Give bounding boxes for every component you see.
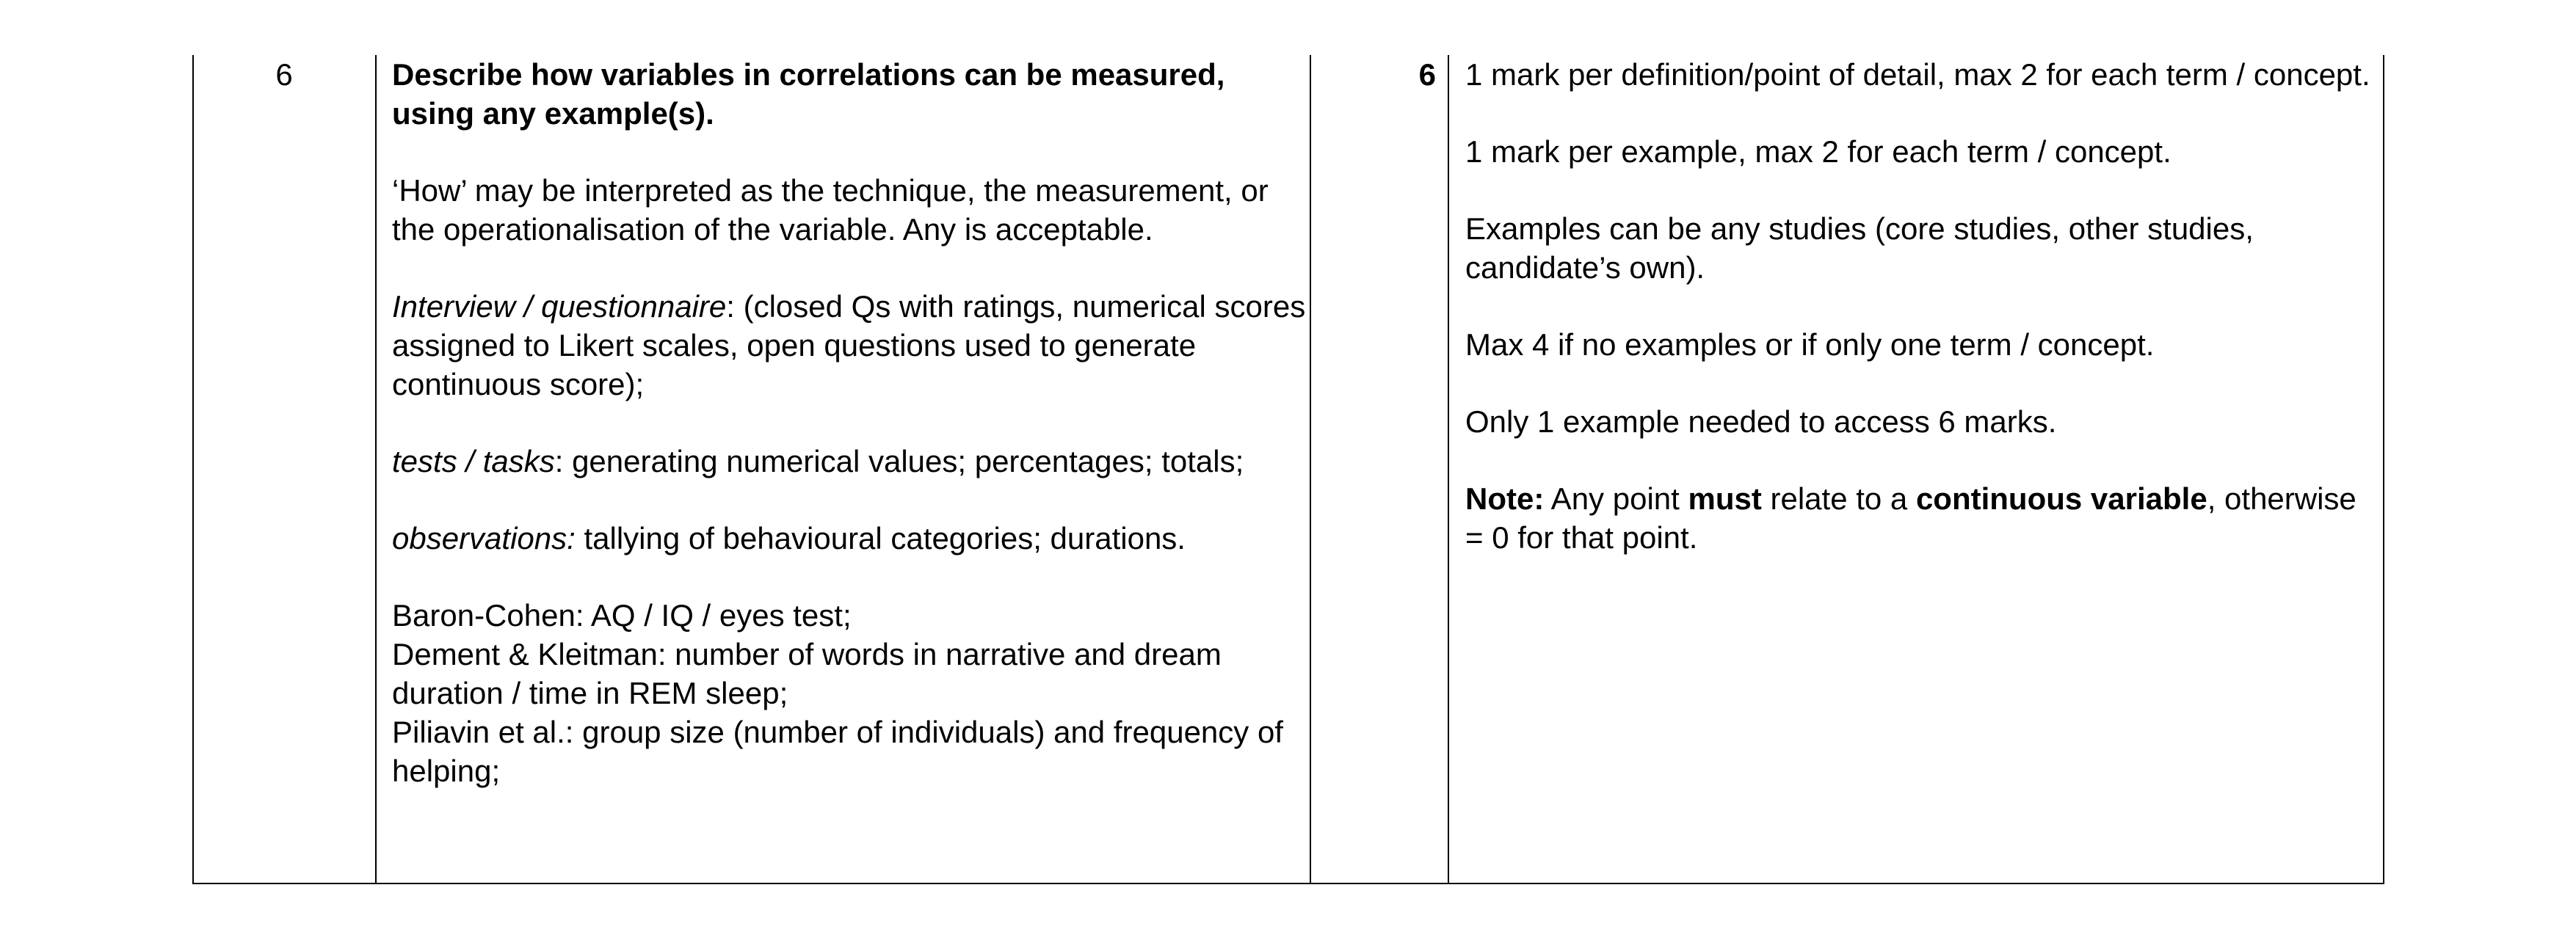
table-divider-2 <box>1310 55 1311 884</box>
guidance-item: Only 1 example needed to access 6 marks. <box>1465 404 2057 439</box>
table-divider-1 <box>375 55 377 884</box>
example-item: Dement & Kleitman: number of words in narrative and dream duration / time in REM sleep; <box>392 637 1222 710</box>
guidance-note <box>1465 479 2376 557</box>
table-divider-3 <box>1448 55 1449 884</box>
question-title: Describe how variables in correlations can be measured, using any example(s). <box>392 57 1225 131</box>
tests-text: : generating numerical values; percentages; totals; <box>554 444 1244 478</box>
marks-value: 6 <box>1418 57 1436 92</box>
note-text: Any point <box>1544 481 1688 516</box>
observations-text: tallying of behavioural categories; durations. <box>575 521 1186 555</box>
example-item: Baron-Cohen: AQ / IQ / eyes test; <box>392 598 852 633</box>
example-item: Piliavin et al.: group size (number of individuals) and frequency of helping; <box>392 715 1283 788</box>
note-emphasis: must <box>1688 481 1762 516</box>
guidance-item: 1 mark per example, max 2 for each term / concept. <box>1465 134 2172 169</box>
examples-list <box>392 596 1310 790</box>
table-border-right <box>2383 55 2384 884</box>
note-label: Note: <box>1465 481 1545 516</box>
table-border-left <box>192 55 194 884</box>
guidance-item: Max 4 if no examples or if only one term / concept. <box>1465 327 2155 362</box>
question-number: 6 <box>275 57 293 92</box>
tests-point <box>392 442 1310 481</box>
observations-label: observations: <box>392 521 576 555</box>
note-text: , otherwise = 0 for that point. <box>1465 481 2357 555</box>
guidance-content <box>1465 55 2376 557</box>
note-text: relate to a <box>1761 481 1916 516</box>
guidance-item: 1 mark per definition/point of detail, max 2 for each term / concept. <box>1465 57 2370 92</box>
interview-point <box>392 287 1310 404</box>
note-emphasis: continuous variable <box>1915 481 2207 516</box>
tests-label: tests / tasks <box>392 444 555 478</box>
observations-point <box>392 519 1310 558</box>
answer-intro: ‘How’ may be interpreted as the technique, the measurement, or the operationalisation of the variable. Any is acceptable. <box>392 173 1269 247</box>
question-content <box>392 55 1310 790</box>
interview-text: : (closed Qs with ratings, numerical scores assigned to Likert scales, open questions used to generate continuous score); <box>392 289 1306 401</box>
interview-label: Interview / questionnaire <box>392 289 727 324</box>
guidance-item: Examples can be any studies (core studies, other studies, candidate’s own). <box>1465 211 2254 285</box>
table-border-bottom <box>192 883 2384 884</box>
